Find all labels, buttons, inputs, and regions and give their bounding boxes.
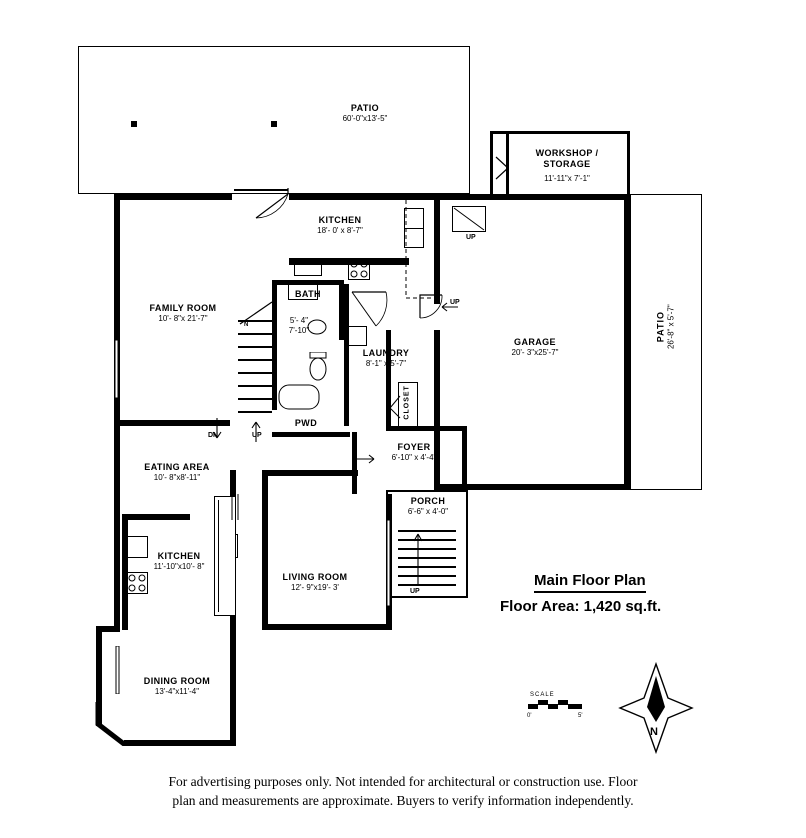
garage-wall-top — [434, 194, 630, 200]
kitchen-range-lower-burners-icon — [126, 572, 148, 594]
dining-window-icon — [113, 646, 123, 694]
bath-sink-icon — [306, 318, 328, 336]
compass-rose-icon — [616, 660, 696, 756]
room-label-laundry: LAUNDRY 8'-1" x 5'-7" — [362, 348, 410, 369]
bath-tub-icon — [278, 384, 320, 410]
garage-step-door-icon — [452, 206, 486, 232]
disclaimer-line-2: plan and measurements are approximate. Buyers to verify information independently. — [172, 793, 634, 808]
bath-toilet-icon — [306, 352, 330, 382]
foyer-wall-top — [386, 426, 466, 431]
dn-label-stairs: DN — [208, 432, 219, 439]
patio-door-swing-icon — [232, 186, 290, 222]
lower-wall-bottom — [124, 740, 236, 746]
room-label-pwd: PWD — [294, 418, 318, 428]
main-stairs — [238, 320, 272, 422]
up-arrow-garage-icon — [438, 301, 460, 313]
kitchen-bar-hatch — [218, 500, 219, 612]
room-label-dining-room: DINING ROOM 13'-4"x11'-4" — [143, 676, 211, 697]
garage-wall-left-lower — [434, 330, 440, 490]
fireplace-icon — [228, 492, 244, 522]
family-room-window-icon — [112, 340, 122, 398]
room-label-family-room: FAMILY ROOM 10'- 8"x 21'-7" — [149, 303, 217, 324]
room-label-foyer: FOYER 6'-10" x 4'-4" — [391, 442, 437, 463]
up-label-porch: UP — [410, 588, 420, 595]
dining-bay-wall — [94, 700, 134, 746]
up-arrow-porch-icon — [412, 530, 424, 586]
foyer-entry-arrow-icon — [354, 452, 376, 466]
bath-closet-box — [288, 282, 318, 300]
laundry-door-swing-icon — [346, 290, 388, 332]
up-arrow-stairs-icon — [250, 420, 262, 444]
room-label-closet: CLOSET — [403, 385, 411, 420]
kitchen-sink-upper — [294, 258, 322, 276]
patio-post — [271, 121, 277, 127]
closet-door-icon — [388, 394, 402, 420]
entry-label: N — [244, 322, 249, 328]
kitchen-counter-lower-top — [122, 514, 190, 520]
patio-post — [131, 121, 137, 127]
kitchen-island-lower — [126, 536, 148, 558]
scale-bar-icon — [528, 700, 586, 714]
lower-wall-left — [114, 426, 120, 626]
room-label-patio-right: PATIO 26'-8" x 5'-7" — [655, 304, 676, 350]
down-arrow-stairs-icon — [211, 416, 223, 442]
room-label-garage: GARAGE 20'- 3"x25'-7" — [511, 337, 559, 358]
living-wall-left — [262, 470, 268, 630]
room-label-porch: PORCH 6'-6" x 4'-0" — [407, 496, 449, 517]
foyer-wall-right — [462, 426, 467, 490]
exterior-wall-top-upper — [114, 194, 232, 200]
up-label-garage: UP — [450, 299, 460, 306]
porch-stairs — [398, 530, 456, 586]
up-label-step: UP — [466, 234, 476, 241]
compass-north-label: N — [650, 726, 658, 738]
scale-max-label: 5' — [578, 713, 583, 719]
kitchen-range-burners-icon — [348, 258, 370, 280]
floor-area-label: Floor Area: 1,420 sq.ft. — [500, 598, 662, 615]
disclaimer-line-1: For advertising purposes only. Not intended for architectural or construction use. Floor — [168, 774, 638, 789]
scale-label: SCALE — [530, 692, 555, 698]
scale-min-label: 0' — [527, 713, 532, 719]
garage-wall-left — [434, 194, 440, 304]
kitchen-island-dashed — [378, 200, 434, 302]
living-wall-top — [262, 470, 358, 476]
living-wall-bottom — [262, 624, 392, 630]
room-label-living-room: LIVING ROOM 12'- 9"x19'- 3' — [282, 572, 348, 593]
living-room-window-icon — [384, 520, 394, 606]
up-label-stairs: UP — [252, 432, 262, 439]
room-label-workshop: WORKSHOP / STORAGE 11'-11"x 7'-1" — [535, 148, 599, 183]
room-label-kitchen-upper: KITCHEN 18'- 0' x 8'-7" — [317, 215, 363, 236]
plan-title: Main Floor Plan — [534, 572, 646, 593]
room-label-bath: BATH — [295, 289, 321, 299]
room-label-patio-top: PATIO 60'-0"x13'-5" — [342, 103, 388, 124]
room-label-kitchen-lower: KITCHEN 11'-10"x10'- 8" — [153, 551, 205, 572]
pwd-wall-bottom — [272, 432, 350, 437]
room-dims-bath: 5'- 4" 7'-10" — [288, 316, 310, 335]
lower-wall-left-connector — [96, 626, 120, 632]
room-label-eating-area: EATING AREA 10'- 8"x8'-11" — [144, 462, 210, 483]
